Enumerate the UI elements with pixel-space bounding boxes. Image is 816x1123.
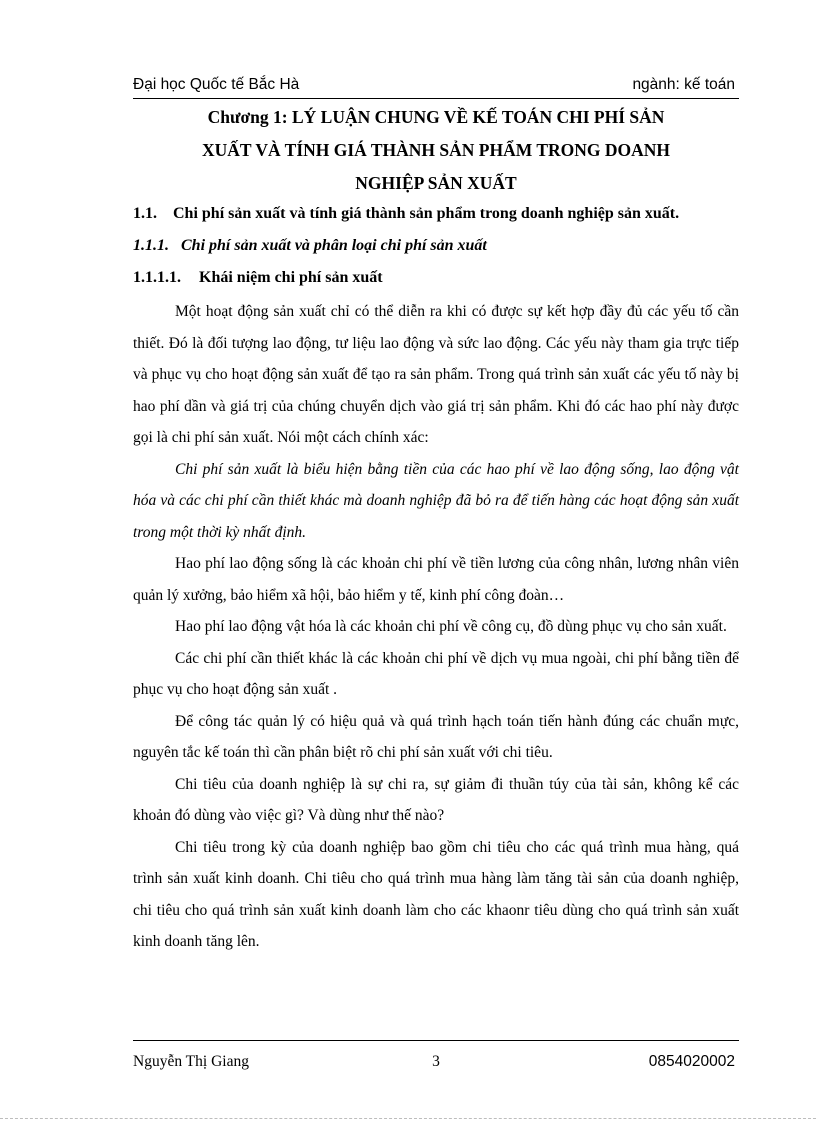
page-bottom-divider (0, 1118, 816, 1119)
header-major: ngành: kế toán (632, 76, 735, 93)
section-number: 1.1. (133, 205, 157, 222)
page-header (133, 76, 739, 99)
footer-author: Nguyễn Thị Giang (133, 1053, 249, 1070)
paragraph: Để công tác quản lý có hiệu quả và quá trình hạch toán tiến hành đúng các chuẩn mực, nguyên tắc kế toán thì cần phân biệt rõ chi phí sản xuất với chi tiêu. (133, 712, 739, 761)
section-heading-1-1-1 (133, 237, 487, 255)
section-title: Khái niệm chi phí sản xuất (199, 269, 383, 286)
paragraph: Chi tiêu trong kỳ của doanh nghiệp bao gồm chi tiêu cho các quá trình mua hàng, quá trình sản xuất kinh doanh. Chi tiêu cho quá trình mua hàng làm tăng tài sản của doanh nghiệp, chi tiêu cho quá trình sản xuất kinh doanh làm cho các khaonr tiêu dùng cho quá trình sản xuất kinh doanh tăng lên. (133, 838, 739, 950)
paragraph: Hao phí lao động vật hóa là các khoản chi phí về công cụ, đồ dùng phục vụ cho sản xuất. (175, 618, 727, 635)
definition-paragraph: Chi phí sản xuất là biểu hiện bằng tiền của các hao phí về lao động sống, lao động vật hóa và các chi phí cần thiết khác mà doanh nghiệp đã bỏ ra để tiến hàng các hoạt động sản xuất trong một thời kỳ nhất định. (133, 460, 739, 541)
header-university: Đại học Quốc tế Bắc Hà (133, 76, 300, 93)
paragraph: Chi tiêu của doanh nghiệp là sự chi ra, sự giảm đi thuần túy của tài sản, không kể các khoản đó dùng vào việc gì? Và dùng như thế nào? (133, 775, 739, 824)
chapter-title-line-2: XUẤT VÀ TÍNH GIÁ THÀNH SẢN PHẨM TRONG DOANH (201, 140, 671, 160)
section-heading-1-1 (133, 205, 679, 223)
section-title: Chi phí sản xuất và phân loại chi phí sản xuất (181, 237, 487, 254)
paragraph: Một hoạt động sản xuất chỉ có thể diễn ra khi có được sự kết hợp đầy đủ các yếu tố cần thiết. Đó là đối tượng lao động, tư liệu lao động và sức lao động. Các yếu này tham gia trực tiếp và phục vụ cho hoạt động sản xuất để tạo ra sản phẩm. Trong quá trình sản xuất các yếu tố này bị hao phí dần và giá trị của chúng chuyển dịch vào giá trị sản phẩm. Khi đó các hao phí này được gọi là chi phí sản xuất. Nói một cách chính xác: (133, 303, 739, 446)
paragraph: Các chi phí cần thiết khác là các khoản chi phí về dịch vụ mua ngoài, chi phí bằng tiền để phục vụ cho hoạt động sản xuất . (133, 649, 739, 698)
section-title: Chi phí sản xuất và tính giá thành sản phẩm trong doanh nghiệp sản xuất. (173, 205, 680, 222)
page-number: 3 (432, 1053, 440, 1070)
footer-student-code: 0854020002 (648, 1053, 735, 1070)
chapter-title-line-3: NGHIỆP SẢN XUẤT (355, 173, 517, 193)
paragraph: Hao phí lao động sống là các khoản chi phí về tiền lương của công nhân, lương nhân viên quản lý xưởng, bảo hiểm xã hội, bảo hiểm y tế, kinh phí công đoàn… (133, 555, 739, 604)
section-number: 1.1.1.1. (133, 269, 181, 286)
page-footer (133, 1040, 739, 1070)
section-heading-1-1-1-1 (133, 269, 383, 287)
chapter-title (133, 101, 739, 200)
body-text (133, 296, 739, 958)
section-number: 1.1.1. (133, 237, 169, 254)
chapter-title-line-1: Chương 1: LÝ LUẬN CHUNG VỀ KẾ TOÁN CHI PHÍ SẢN (207, 107, 665, 127)
